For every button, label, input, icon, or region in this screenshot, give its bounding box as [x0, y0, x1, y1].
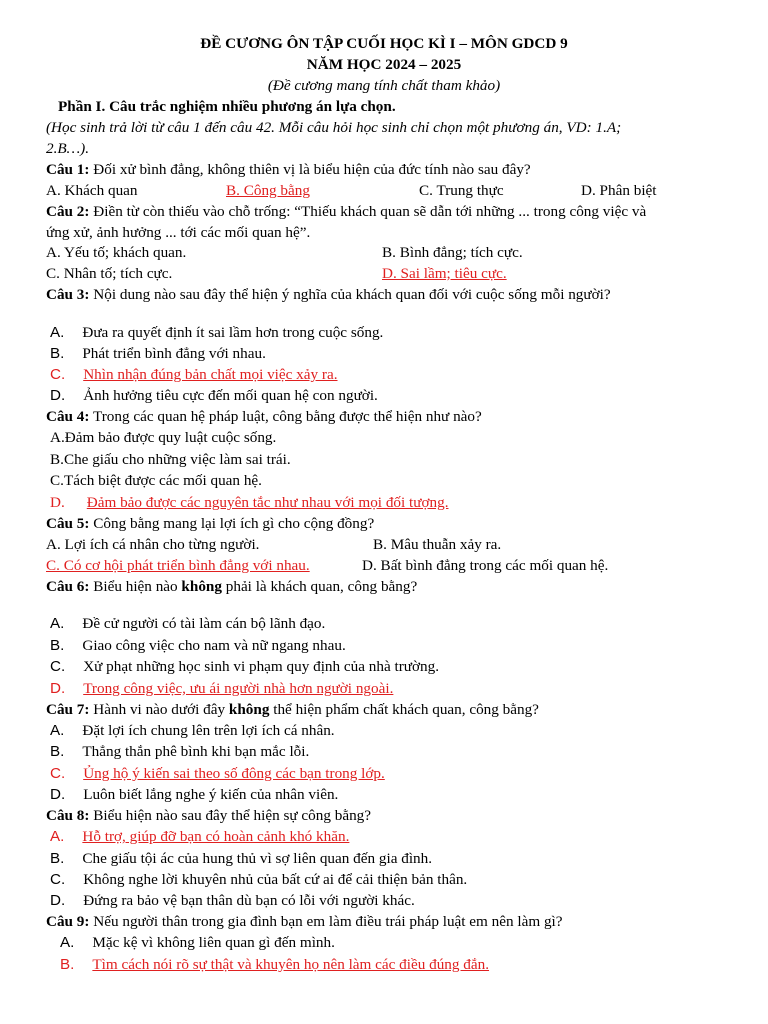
q1-option-b-answer: B. Công bằng — [226, 182, 310, 199]
q5-option-c-answer: C. Có cơ hội phát triển bình đẳng với nhau. — [46, 557, 310, 574]
q9-option-b-answer: B. Tìm cách nói rõ sự thật và khuyên họ nên làm các điều đúng đắn. — [60, 956, 490, 973]
q1-option-c: C. Trung thực — [419, 182, 504, 199]
q4-option-a: A.Đảm bảo được quy luật cuộc sống. — [50, 429, 277, 446]
doc-title: ĐỀ CƯƠNG ÔN TẬP CUỐI HỌC KÌ I – MÔN GDCD 9 — [200, 35, 568, 52]
question-2-cont: ứng xử, ảnh hưởng ... tới các mối quan hệ”. — [46, 224, 311, 241]
q4-option-d-answer: D. Đảm bảo được các nguyên tắc như nhau với mọi đối tượng. — [50, 494, 449, 511]
q6-option-a: A. Đề cử người có tài làm cán bộ lãnh đạo. — [50, 615, 326, 632]
q9-option-a: A. Mặc kệ vì không liên quan gì đến mình. — [60, 934, 335, 951]
q5-option-a: A. Lợi ích cá nhân cho từng người. — [46, 536, 260, 553]
q1-option-d: D. Phân biệt — [581, 182, 657, 199]
q8-option-b: B. Che giấu tội ác của hung thủ vì sợ liên quan đến gia đình. — [50, 850, 433, 867]
q2-option-b: B. Bình đẳng; tích cực. — [382, 244, 523, 261]
q2-option-d-answer: D. Sai lầm; tiêu cực. — [382, 265, 507, 282]
school-year: NĂM HỌC 2024 – 2025 — [306, 56, 462, 73]
q8-option-a-answer: A. Hỗ trợ, giúp đỡ bạn có hoàn cảnh khó khăn. — [50, 828, 350, 845]
q8-option-d: D. Đứng ra bảo vệ bạn thân dù bạn có lỗi với người khác. — [50, 892, 415, 909]
q1-option-a: A. Khách quan — [46, 182, 138, 199]
question-8: Câu 8: Biểu hiện nào sau đây thể hiện sự công bằng? — [46, 807, 372, 824]
q6-option-b: B. Giao công việc cho nam và nữ ngang nhau. — [50, 637, 346, 654]
q7-option-a: A. Đặt lợi ích chung lên trên lợi ích cá nhân. — [50, 722, 335, 739]
q6-option-d-answer: D. Trong công việc, ưu ái người nhà hơn người ngoài. — [50, 680, 394, 697]
q6-option-c: C. Xử phạt những học sinh vi phạm quy định của nhà trường. — [50, 658, 440, 675]
q7-option-c-answer: C. Ủng hộ ý kiến sai theo số đông các bạn trong lớp. — [50, 765, 385, 782]
q8-option-c: C. Không nghe lời khuyên nhủ của bất cứ ai để cải thiện bản thân. — [50, 871, 468, 888]
question-6: Câu 6: Biểu hiện nào không phải là khách quan, công bằng? — [46, 578, 418, 595]
question-1: Câu 1: Đối xử bình đẳng, không thiên vị là biểu hiện của đức tính nào sau đây? — [46, 161, 531, 178]
q2-option-a: A. Yếu tố; khách quan. — [46, 244, 187, 261]
question-9: Câu 9: Nếu người thân trong gia đình bạn em làm điều trái pháp luật em nên làm gì? — [46, 913, 563, 930]
q5-option-b: B. Mâu thuẫn xảy ra. — [373, 536, 502, 553]
q5-option-d: D. Bất bình đẳng trong các mối quan hệ. — [362, 557, 609, 574]
q2-option-c: C. Nhân tố; tích cực. — [46, 265, 173, 282]
question-2: Câu 2: Điền từ còn thiếu vào chỗ trống: “Thiếu khách quan sẽ dẫn tới những ... trong công việc và — [46, 203, 647, 220]
q4-option-c: C.Tách biệt được các mối quan hệ. — [50, 472, 262, 489]
q4-option-b: B.Che giấu cho những việc làm sai trái. — [50, 451, 291, 468]
section-heading: Phần I. Câu trắc nghiệm nhiều phương án lựa chọn. — [58, 98, 396, 115]
instruction-line-2: 2.B…). — [46, 140, 90, 157]
question-3: Câu 3: Nội dung nào sau đây thể hiện ý nghĩa của khách quan đối với cuộc sống mỗi người? — [46, 286, 611, 303]
q7-option-b: B. Thẳng thắn phê bình khi bạn mắc lỗi. — [50, 743, 310, 760]
q3-option-c-answer: C. Nhìn nhận đúng bản chất mọi việc xảy ra. — [50, 366, 338, 383]
q3-option-d: D. Ảnh hưởng tiêu cực đến mối quan hệ con người. — [50, 387, 378, 404]
question-5: Câu 5: Công bằng mang lại lợi ích gì cho cộng đồng? — [46, 515, 375, 532]
q3-option-a: A. Đưa ra quyết định ít sai lầm hơn trong cuộc sống. — [50, 324, 384, 341]
question-7: Câu 7: Hành vi nào dưới đây không thể hiện phẩm chất khách quan, công bằng? — [46, 701, 539, 718]
instruction-line-1: (Học sinh trả lời từ câu 1 đến câu 42. Mỗi câu hỏi học sinh chỉ chọn một phương án, VD: 1.A; — [46, 119, 622, 136]
q3-option-b: B. Phát triển bình đẳng với nhau. — [50, 345, 266, 362]
q7-option-d: D. Luôn biết lắng nghe ý kiến của nhân viên. — [50, 786, 339, 803]
doc-subtitle: (Đề cương mang tính chất tham khảo) — [267, 77, 501, 94]
question-4: Câu 4: Trong các quan hệ pháp luật, công bằng được thể hiện như nào? — [46, 408, 482, 425]
